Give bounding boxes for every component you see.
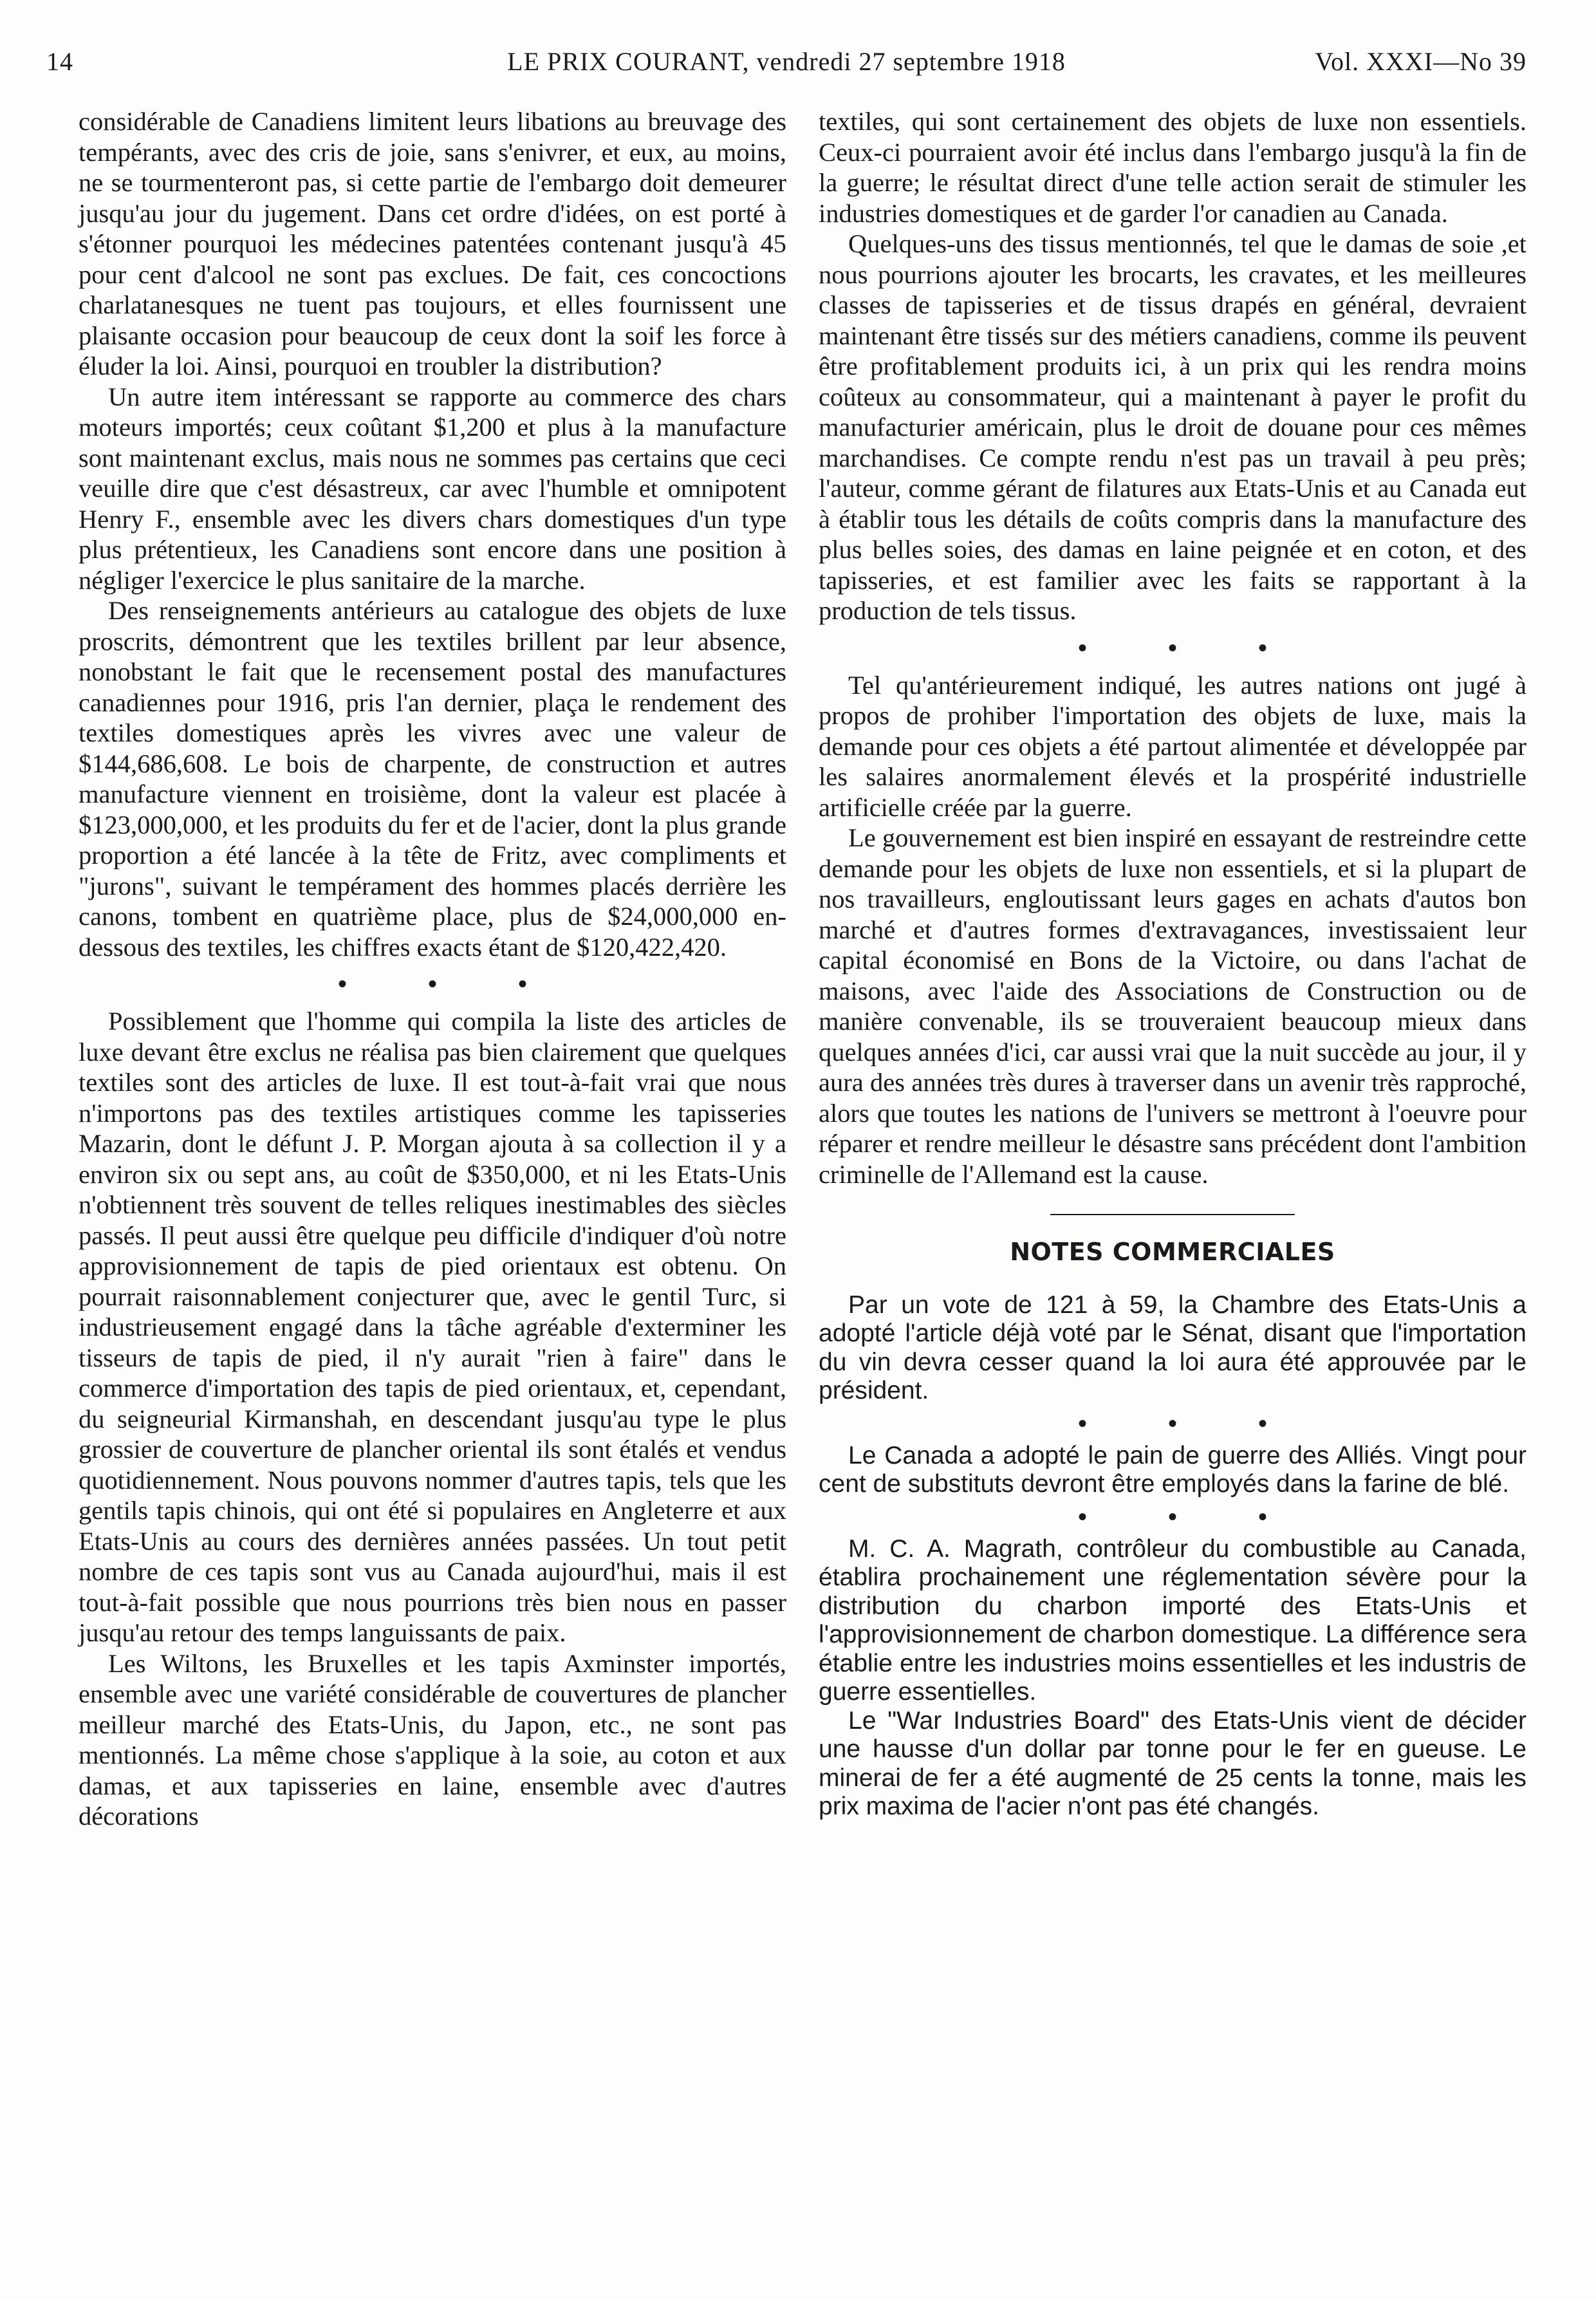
paragraph: Les Wiltons, les Bruxelles et les tapis Axminster importés, ensemble avec une variété considérable de couvertures de plancher meilleur marché des Etats-Unis, du Japon, etc., ne sont pas mentionnés. La même chose s'applique à la soie, au coton et aux damas, et aux tapisseries en laine, ensemble avec d'autres décorations: [79, 1648, 786, 1831]
volume-number: Vol. XXXI—No 39: [1315, 47, 1526, 76]
paragraph: Un autre item intéressant se rapporte au commerce des chars moteurs importés; ceux coûtant $1,200 et plus à la manufacture sont maintenant exclus, mais nous ne sommes pas certains que ceci veuille dire que c'est désastreux, car avec l'humble et omnipotent Henry F., ensemble avec les divers chars domestiques d'un type plus prétentieux, les Canadiens sont encore dans une position à négliger l'exercice le plus sanitaire de la marche.: [79, 382, 786, 595]
note-paragraph: Le Canada a adopté le pain de guerre des Alliés. Vingt pour cent de substituts devront être employés dans la farine de blé.: [819, 1441, 1526, 1498]
note-paragraph: Le "War Industries Board" des Etats-Unis vient de décider une hausse d'un dollar par tonne pour le fer en gueuse. Le minerai de fer a été augmenté de 25 cents la tonne, mais les prix maxima de l'acier n'ont pas été changés.: [819, 1706, 1526, 1820]
paragraph: Le gouvernement est bien inspiré en essayant de restreindre cette demande pour les objets de luxe non essentiels, et si la plupart de nos travailleurs, engloutissant leurs gages en achats d'autos bon marché et d'autres formes d'extravagances, investissaient leur capital économisé en Bons de la Victoire, ou dans l'achat de maisons, avec l'aide des Associations de Construction ou de manière convenable, ils se trouveraient beaucoup mieux dans quelques années d'ici, car aussi vrai que la nuit succède au jour, il y aura des années très dures à traverser dans un avenir très rapproché, alors que toutes les nations de l'univers se mettront à l'oeuvre pour réparer et rendre meilleur le désastre sans précédent dont l'ambition criminelle de l'Allemand est la cause.: [819, 823, 1526, 1189]
paragraph: considérable de Canadiens limitent leurs libations au breuvage des tempérants, avec des cris de joie, sans s'enivrer, et eux, au moins, ne se tourmenteront pas, si cette partie de l'embargo doit demeurer jusqu'au jour du jugement. Dans cet ordre d'idées, on est porté à s'étonner pourquoi les médecines patentées contenant jusqu'à 45 pour cent d'alcool ne sont pas exclues. De fait, ces concoctions charlatanesques ne tuent pas toujours, et elles fournissent une plaisante occasion pour beaucoup de ceux dont la soif les force à éluder la loi. Ainsi, pourquoi en troubler la distribution?: [79, 107, 786, 380]
section-separator: • • •: [1077, 1408, 1304, 1438]
paragraph: Possiblement que l'homme qui compila la liste des articles de luxe devant être exclus ne réalisa pas bien clairement que quelques textiles sont des articles de luxe. Il est tout-à-fait vrai que nous n'importons pas des textiles artistiques comme les tapisseries Mazarin, dont le défunt J. P. Morgan ajouta à sa collection il y a environ six ou sept ans, au coût de $350,000, et ni les Etats-Unis n'obtiennent très souvent de telles reliques inestimables des siècles passés. Il peut aussi être quelque peu difficile d'indiquer d'où notre approvisionnement de tapis de pied orientaux est obtenu. On pourrait raisonnablement conjecturer que, avec le gentil Turc, si industrieusement engagé dans la tâche agréable d'exterminer les tisseurs de tapis de pied, il n'y aurait "rien à faire" dans le commerce d'importation des tapis de pied orientaux, et, cependant, du seigneurial Kirmanshah, en descendant jusqu'au type le plus grossier de couverture de plancher oriental ils sont étalés et vendus quotidiennement. Nous pouvons nommer d'autres tapis, tels que les gentils tapis chinois, qui ont été si populaires en Angleterre et aux Etats-Unis au cours des dernières années passées. Un tout petit nombre de ces tapis sont vus au Canada aujourd'hui, mais il est tout-à-fait possible que nous pourrions très bien nous en passer jusqu'au retour des temps languissants de paix.: [79, 1007, 786, 1647]
right-column: [819, 106, 1526, 1821]
note-paragraph: M. C. A. Magrath, contrôleur du combustible au Canada, établira prochainement une réglementation sévère pour la distribution du charbon importé des Etats-Unis et l'approvisionnement de charbon domestique. La différence sera établie entre les industries moins essentielles et les industris de guerre essentielles.: [819, 1534, 1526, 1706]
notes-section: [819, 1291, 1526, 1821]
section-separator: • • •: [1077, 1502, 1304, 1531]
paragraph: Tel qu'antérieurement indiqué, les autres nations ont jugé à propos de prohiber l'importation des objets de luxe, mais la demande pour ces objets a été partout alimentée et développée par les salaires anormalement élevés et la prospérité industrielle artificielle créée par la guerre.: [819, 670, 1526, 822]
page-number: 14: [46, 47, 73, 76]
page-header: [46, 46, 1526, 85]
note-paragraph: Par un vote de 121 à 59, la Chambre des Etats-Unis a adopté l'article déjà voté par le Sénat, disant que l'importation du vin devra cesser quand la loi aura été approuvée par le président.: [819, 1290, 1526, 1404]
paragraph: Des renseignements antérieurs au catalogue des objets de luxe proscrits, démontrent que les textiles brillent par leur absence, nonobstant le fait que le recensement postal des manufactures canadiennes pour 1916, pris l'an dernier, plaça le rendement des textiles domestiques après les vivres avec une valeur de $144,686,608. Le bois de charpente, de construction et autres manufacture viennent en troisième, dont la valeur est placée à $123,000,000, et les produits du fer et de l'acier, dont la plus grande proportion a été lancée à la tête de Fritz, avec compliments et "jurons", suivant le tempérament des hommes placés derrière les canons, tombent en quatrième place, plus de $24,000,000 en-dessous des textiles, les chiffres exacts étant de $120,422,420.: [79, 596, 786, 962]
section-title: NOTES COMMERCIALES: [1010, 1238, 1335, 1266]
horizontal-rule: [1050, 1214, 1295, 1215]
section-separator: • • •: [1077, 633, 1304, 662]
paragraph: textiles, qui sont certainement des objets de luxe non essentiels. Ceux-ci pourraient avoir été inclus dans l'embargo jusqu'à la fin de la guerre; le résultat direct d'une telle action serait de stimuler les industries domestiques et de garder l'or canadien au Canada.: [819, 107, 1526, 228]
paragraph: Quelques-uns des tissus mentionnés, tel que le damas de soie ,et nous pourrions ajouter les brocarts, les cravates, et les meilleures classes de tapisseries et de tissus drapés en général, devraient maintenant être tissés sur des métiers canadiens, comme ils peuvent être profitablement produits ici, à un prix qui les rendra moins coûteux au consommateur, qui a maintenant à payer le profit du manufacturier américain, plus le droit de douane pour ces mêmes marchandises. Ce compte rendu n'est pas un travail à peu près; l'auteur, comme gérant de filatures aux Etats-Unis et au Canada eut à établir tous les détails de coûts compris dans la manufacture des plus belles soies, des damas en laine peignée et en coton, et des tapisseries, et est familier avec les faits se rapportant à la production de tels tissus.: [819, 229, 1526, 625]
section-separator: • • •: [337, 969, 564, 998]
left-column: [79, 106, 786, 1832]
publication-title: LE PRIX COURANT, vendredi 27 septembre 1918: [507, 47, 1066, 76]
